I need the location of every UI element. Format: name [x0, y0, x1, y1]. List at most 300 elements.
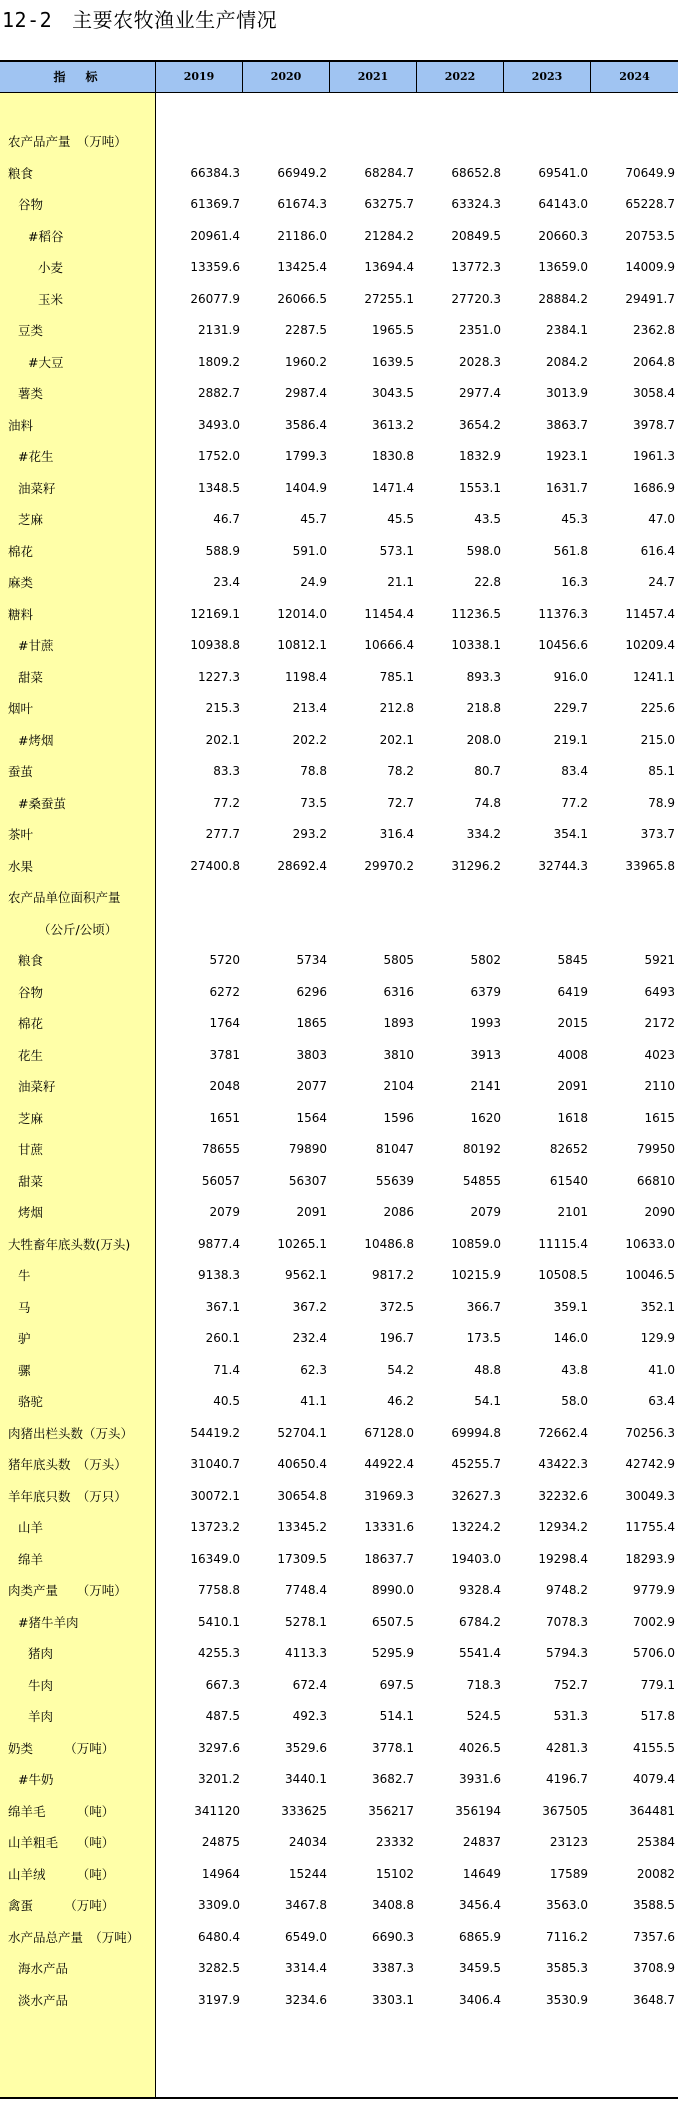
- cell-2024: 70256.3: [625, 1425, 675, 1440]
- cell-2024: 85.1: [648, 764, 675, 778]
- cell-2020: 21186.0: [277, 228, 327, 243]
- cell-2019: 83.3: [213, 764, 240, 778]
- row-label: 蚕茧: [8, 764, 34, 779]
- cell-2021: 55639: [375, 1173, 414, 1188]
- table-row: [0, 1103, 678, 1135]
- cell-2020: 1799.3: [285, 449, 327, 463]
- cell-2019: 23.4: [213, 575, 240, 589]
- cell-2023: 229.7: [553, 701, 588, 715]
- cell-2024: 11755.4: [625, 1520, 675, 1534]
- cell-2021: 31969.3: [364, 1488, 414, 1503]
- cell-2021: 3613.2: [372, 417, 414, 432]
- table-row: [0, 1229, 678, 1261]
- table-row: [0, 725, 678, 757]
- table-row: [0, 158, 678, 190]
- cell-2022: 3456.4: [459, 1898, 501, 1912]
- cell-2021: 356217: [368, 1803, 414, 1818]
- row-label: 奶类 （万吨）: [8, 1740, 115, 1756]
- cell-2023: 43422.3: [538, 1457, 588, 1471]
- table-row: [0, 914, 678, 946]
- cell-2023: 28884.2: [538, 291, 588, 306]
- cell-2022: 2028.3: [459, 354, 501, 369]
- cell-2021: 8990.0: [372, 1583, 414, 1597]
- cell-2020: 293.2: [292, 827, 327, 841]
- table-row: [0, 1008, 678, 1040]
- cell-2020: 62.3: [300, 1362, 327, 1377]
- cell-2021: 3303.1: [372, 1992, 414, 2007]
- cell-2021: 29970.2: [364, 858, 414, 873]
- cell-2022: 3406.4: [459, 1992, 501, 2007]
- cell-2019: 3201.2: [198, 1772, 240, 1786]
- cell-2020: 12014.0: [277, 606, 327, 621]
- cell-2021: 1471.4: [372, 480, 414, 495]
- cell-2020: 24034: [288, 1835, 327, 1849]
- data-table: [0, 60, 678, 2099]
- cell-2021: 212.8: [379, 701, 414, 715]
- cell-2021: 6690.3: [372, 1929, 414, 1944]
- cell-2021: 27255.1: [364, 291, 414, 306]
- cell-2022: 74.8: [474, 795, 501, 810]
- cell-2023: 7078.3: [546, 1614, 588, 1629]
- table-row: [0, 221, 678, 253]
- cell-2022: 22.8: [474, 575, 501, 589]
- row-label: 甜菜: [18, 669, 44, 685]
- row-label: 淡水产品: [18, 1992, 69, 2008]
- cell-2024: 352.1: [640, 1299, 675, 1314]
- cell-2020: 78.8: [300, 764, 327, 778]
- cell-2022: 9328.4: [459, 1583, 501, 1597]
- cell-2024: 2064.8: [633, 354, 675, 369]
- cell-2021: 2086: [383, 1205, 414, 1219]
- cell-2023: 2015: [557, 1016, 588, 1030]
- cell-2019: 2048: [209, 1079, 240, 1093]
- cell-2023: 61540: [549, 1173, 588, 1188]
- cell-2020: 333625: [281, 1803, 327, 1818]
- cell-2024: 5706.0: [633, 1646, 675, 1660]
- table-row: [0, 1449, 678, 1481]
- cell-2023: 32744.3: [538, 858, 588, 873]
- cell-2019: 3197.9: [198, 1992, 240, 2007]
- table-row: [0, 1418, 678, 1450]
- cell-2021: 3810: [383, 1047, 414, 1062]
- cell-2019: 78655: [201, 1142, 240, 1156]
- cell-2020: 9562.1: [285, 1268, 327, 1282]
- row-label: 棉花: [18, 1016, 44, 1031]
- cell-2021: 81047: [375, 1142, 414, 1156]
- cell-2019: 5720: [209, 953, 240, 967]
- cell-2023: 2384.1: [546, 323, 588, 337]
- cell-2021: 18637.7: [364, 1551, 414, 1566]
- cell-2022: 10215.9: [451, 1268, 501, 1282]
- cell-2023: 64143.0: [538, 197, 588, 211]
- cell-2019: 4255.3: [198, 1646, 240, 1660]
- table-row: [0, 1071, 678, 1103]
- cell-2023: 43.8: [561, 1362, 588, 1377]
- table-row: [0, 1386, 678, 1418]
- cell-2019: 14964: [201, 1866, 240, 1881]
- table-row: [0, 882, 678, 914]
- cell-2022: 6379: [470, 984, 501, 999]
- cell-2022: 1993: [470, 1016, 501, 1030]
- cell-2024: 42742.9: [625, 1457, 675, 1471]
- cell-2019: 1764: [209, 1016, 240, 1030]
- table-row: [0, 819, 678, 851]
- row-label: 牛肉: [28, 1677, 54, 1693]
- cell-2020: 61674.3: [277, 197, 327, 211]
- cell-2019: 5410.1: [198, 1614, 240, 1629]
- cell-2020: 24.9: [300, 575, 327, 589]
- cell-2023: 17589: [549, 1866, 588, 1881]
- table-row: [0, 1040, 678, 1072]
- cell-2021: 68284.7: [364, 165, 414, 180]
- cell-2024: 66810: [636, 1173, 675, 1188]
- table-row: [0, 1701, 678, 1733]
- row-label: 骆驼: [18, 1394, 44, 1409]
- cell-2024: 29491.7: [625, 291, 675, 306]
- cell-2021: 1830.8: [372, 449, 414, 463]
- cell-2022: 63324.3: [451, 197, 501, 211]
- cell-2024: 517.8: [640, 1709, 675, 1723]
- cell-2020: 3586.4: [285, 417, 327, 432]
- table-row: [0, 504, 678, 536]
- cell-2021: 72.7: [387, 795, 414, 810]
- cell-2022: 80.7: [474, 764, 501, 778]
- table-row: [0, 1607, 678, 1639]
- row-label: 猪肉: [28, 1646, 54, 1661]
- cell-2024: 63.4: [648, 1394, 675, 1408]
- cell-2021: 13331.6: [364, 1520, 414, 1534]
- cell-2024: 4155.5: [633, 1740, 675, 1755]
- cell-2022: 524.5: [466, 1709, 501, 1723]
- cell-2020: 367.2: [292, 1299, 327, 1314]
- row-label: #猪牛羊肉: [18, 1614, 79, 1630]
- cell-2021: 54.2: [387, 1362, 414, 1377]
- row-label: 烟叶: [8, 701, 34, 716]
- cell-2021: 23332: [375, 1835, 414, 1849]
- cell-2022: 13772.3: [451, 260, 501, 274]
- table-row: [0, 977, 678, 1009]
- cell-2019: 54419.2: [190, 1425, 240, 1440]
- cell-2024: 5921: [644, 953, 675, 967]
- cell-2023: 77.2: [561, 795, 588, 810]
- cell-2020: 1960.2: [285, 354, 327, 369]
- cell-2019: 56057: [201, 1173, 240, 1188]
- cell-2020: 1198.4: [285, 669, 327, 684]
- cell-2020: 232.4: [292, 1331, 327, 1345]
- cell-2019: 46.7: [213, 512, 240, 526]
- cell-2019: 27400.8: [190, 858, 240, 873]
- row-label: 麻类: [8, 575, 34, 590]
- table-row: [0, 851, 678, 883]
- cell-2023: 10456.6: [538, 638, 588, 652]
- cell-2024: 3648.7: [633, 1992, 675, 2007]
- table-row: [0, 1575, 678, 1607]
- cell-2024: 10633.0: [625, 1236, 675, 1251]
- cell-2022: 893.3: [466, 669, 501, 684]
- header-year-2020: 2020: [242, 62, 329, 92]
- cell-2022: 31296.2: [451, 858, 501, 873]
- table-row: [0, 347, 678, 379]
- row-label: 山羊绒 （吨）: [8, 1866, 115, 1882]
- cell-2020: 2091: [296, 1205, 327, 1219]
- cell-2021: 63275.7: [364, 197, 414, 211]
- row-label: 驴: [18, 1331, 31, 1346]
- cell-2022: 4026.5: [459, 1740, 501, 1755]
- table-row: [0, 378, 678, 410]
- cell-2020: 3529.6: [285, 1740, 327, 1755]
- cell-2022: 5541.4: [459, 1646, 501, 1660]
- table-row: [0, 1134, 678, 1166]
- cell-2019: 1809.2: [198, 354, 240, 369]
- row-label: 禽蛋 （万吨）: [8, 1898, 115, 1913]
- cell-2022: 218.8: [466, 701, 501, 715]
- table-number: 12-2: [2, 8, 53, 32]
- cell-2022: 334.2: [466, 827, 501, 841]
- cell-2024: 2110: [644, 1079, 675, 1093]
- cell-2020: 1865: [296, 1016, 327, 1030]
- cell-2024: 129.9: [640, 1331, 675, 1345]
- cell-2020: 17309.5: [277, 1551, 327, 1566]
- cell-2019: 40.5: [213, 1394, 240, 1408]
- table-row: [0, 252, 678, 284]
- cell-2020: 40650.4: [277, 1457, 327, 1471]
- cell-2023: 12934.2: [538, 1520, 588, 1534]
- table-row: [0, 788, 678, 820]
- row-label: 谷物: [18, 984, 44, 1000]
- cell-2023: 10508.5: [538, 1268, 588, 1282]
- cell-2020: 13345.2: [277, 1520, 327, 1534]
- cell-2021: 697.5: [379, 1677, 414, 1692]
- cell-2021: 5295.9: [372, 1646, 414, 1660]
- cell-2021: 3408.8: [372, 1898, 414, 1912]
- row-label: 糖料: [8, 606, 34, 622]
- table-row: [0, 1260, 678, 1292]
- cell-2023: 2091: [557, 1079, 588, 1093]
- cell-2022: 10859.0: [451, 1236, 501, 1251]
- table-row: [0, 1323, 678, 1355]
- cell-2021: 6316: [383, 984, 414, 999]
- cell-2020: 3467.8: [285, 1898, 327, 1912]
- row-label: 烤烟: [18, 1205, 44, 1220]
- row-label: #花生: [18, 449, 54, 464]
- cell-2021: 5805: [383, 953, 414, 967]
- cell-2021: 372.5: [379, 1299, 414, 1314]
- cell-2019: 588.9: [205, 543, 240, 558]
- cell-2020: 41.1: [300, 1394, 327, 1408]
- table-row: [0, 1166, 678, 1198]
- cell-2022: 1553.1: [459, 480, 501, 495]
- cell-2023: 1631.7: [546, 480, 588, 495]
- cell-2024: 11457.4: [625, 606, 675, 621]
- cell-2021: 196.7: [379, 1331, 414, 1345]
- cell-2024: 364481: [629, 1803, 675, 1818]
- cell-2023: 5845: [557, 953, 588, 967]
- cell-2023: 4008: [557, 1047, 588, 1062]
- cell-2022: 54855: [462, 1173, 501, 1188]
- cell-2021: 10486.8: [364, 1236, 414, 1251]
- cell-2019: 31040.7: [190, 1457, 240, 1471]
- cell-2023: 916.0: [553, 669, 588, 684]
- cell-2019: 26077.9: [190, 291, 240, 306]
- header-indicator: 指 标: [53, 70, 102, 84]
- cell-2020: 7748.4: [285, 1583, 327, 1597]
- cell-2022: 10338.1: [451, 638, 501, 652]
- cell-2019: 3309.0: [198, 1898, 240, 1912]
- cell-2022: 3913: [470, 1047, 501, 1062]
- cell-2020: 3803: [296, 1047, 327, 1062]
- row-label: 芝麻: [18, 1110, 44, 1126]
- row-label: 牛: [18, 1268, 31, 1283]
- cell-2020: 10265.1: [277, 1236, 327, 1251]
- cell-2022: 3931.6: [459, 1772, 501, 1786]
- table-row: [0, 410, 678, 442]
- row-label: （公斤/公顷）: [38, 921, 118, 937]
- row-label: 花生: [18, 1047, 44, 1063]
- cell-2024: 3058.4: [633, 386, 675, 400]
- row-label: 油料: [8, 417, 34, 433]
- cell-2022: 48.8: [474, 1362, 501, 1377]
- table-row: [0, 945, 678, 977]
- row-label: 薯类: [18, 386, 44, 401]
- cell-2023: 752.7: [553, 1677, 588, 1692]
- cell-2024: 6493: [644, 984, 675, 999]
- cell-2022: 718.3: [466, 1677, 501, 1692]
- cell-2020: 5278.1: [285, 1614, 327, 1629]
- cell-2024: 4023: [644, 1047, 675, 1062]
- cell-2019: 16349.0: [190, 1551, 240, 1566]
- cell-2024: 1686.9: [633, 480, 675, 495]
- row-label: 油菜籽: [18, 1079, 56, 1094]
- cell-2024: 33965.8: [625, 858, 675, 873]
- cell-2024: 215.0: [640, 732, 675, 747]
- cell-2020: 492.3: [292, 1709, 327, 1723]
- cell-2022: 11236.5: [451, 606, 501, 621]
- table-row: [0, 1197, 678, 1229]
- cell-2019: 10938.8: [190, 638, 240, 652]
- cell-2023: 3563.0: [546, 1898, 588, 1912]
- cell-2022: 19403.0: [451, 1551, 501, 1566]
- row-label: 甘蔗: [18, 1142, 44, 1157]
- cell-2019: 7758.8: [198, 1583, 240, 1597]
- cell-2021: 21.1: [387, 575, 414, 589]
- row-label: 肉猪出栏头数（万头）: [8, 1425, 134, 1441]
- cell-2020: 52704.1: [277, 1425, 327, 1440]
- row-label: 农产品产量 （万吨）: [8, 134, 127, 149]
- cell-2021: 3043.5: [372, 386, 414, 400]
- header-year-2019: 2019: [155, 62, 242, 92]
- cell-2020: 45.7: [300, 512, 327, 526]
- table-title: 主要农牧渔业生产情况: [72, 8, 278, 32]
- page-title: [2, 4, 277, 36]
- cell-2019: 9877.4: [198, 1236, 240, 1251]
- cell-2020: 6549.0: [285, 1929, 327, 1944]
- cell-2021: 45.5: [387, 512, 414, 526]
- row-label: 小麦: [38, 260, 64, 275]
- cell-2024: 10046.5: [625, 1268, 675, 1282]
- cell-2019: 77.2: [213, 795, 240, 810]
- cell-2020: 30654.8: [277, 1488, 327, 1503]
- table-header: [0, 62, 678, 93]
- table-row: [0, 1859, 678, 1891]
- row-label: 棉花: [8, 543, 34, 559]
- cell-2021: 67128.0: [364, 1425, 414, 1440]
- cell-2019: 9138.3: [198, 1268, 240, 1282]
- row-label: 玉米: [38, 291, 64, 307]
- cell-2020: 3314.4: [285, 1961, 327, 1975]
- cell-2019: 277.7: [205, 827, 240, 841]
- cell-2023: 354.1: [553, 827, 588, 841]
- table-row: [0, 536, 678, 568]
- cell-2023: 69541.0: [538, 165, 588, 180]
- cell-2022: 54.1: [474, 1394, 501, 1408]
- cell-2023: 5794.3: [546, 1646, 588, 1660]
- cell-2024: 30049.3: [625, 1488, 675, 1503]
- row-label: 大牲畜年底头数(万头): [8, 1236, 131, 1252]
- cell-2019: 30072.1: [190, 1488, 240, 1503]
- cell-2022: 6784.2: [459, 1614, 501, 1629]
- cell-2019: 20961.4: [190, 228, 240, 243]
- cell-2021: 13694.4: [364, 260, 414, 274]
- table-row: [0, 315, 678, 347]
- cell-2023: 2101: [557, 1205, 588, 1219]
- cell-2024: 3708.9: [633, 1961, 675, 1975]
- cell-2023: 1618: [557, 1110, 588, 1125]
- row-label: 海水产品: [18, 1961, 69, 1976]
- row-label: 水果: [8, 858, 34, 874]
- cell-2019: 2079: [209, 1205, 240, 1219]
- row-label: #大豆: [28, 354, 64, 370]
- cell-2020: 6296: [296, 984, 327, 999]
- table-row: [0, 567, 678, 599]
- cell-2021: 46.2: [387, 1394, 414, 1408]
- cell-2021: 1596: [383, 1110, 414, 1125]
- table-row: [0, 1544, 678, 1576]
- row-label: 水产品总产量 （万吨）: [8, 1929, 140, 1945]
- cell-2022: 32627.3: [451, 1488, 501, 1503]
- cell-2024: 3588.5: [633, 1898, 675, 1912]
- cell-2024: 779.1: [640, 1677, 675, 1692]
- cell-2021: 15102: [375, 1866, 414, 1881]
- cell-2024: 25384: [636, 1835, 675, 1849]
- table-row: [0, 1796, 678, 1828]
- row-label: 猪年底头数 （万头）: [8, 1457, 127, 1472]
- cell-2021: 3387.3: [372, 1961, 414, 1975]
- table-row: [0, 473, 678, 505]
- row-label: 农产品单位面积产量: [8, 890, 121, 905]
- row-label: 羊年底只数 （万只）: [8, 1488, 127, 1504]
- cell-2021: 3778.1: [372, 1740, 414, 1755]
- cell-2023: 531.3: [553, 1709, 588, 1723]
- cell-2019: 61369.7: [190, 197, 240, 211]
- row-label: 羊肉: [28, 1709, 54, 1724]
- cell-2024: 14009.9: [625, 260, 675, 274]
- row-label: 油菜籽: [18, 480, 56, 496]
- cell-2022: 173.5: [466, 1331, 501, 1345]
- table-row: [0, 1890, 678, 1922]
- cell-2020: 4113.3: [285, 1646, 327, 1660]
- cell-2020: 5734: [296, 953, 327, 967]
- row-label: #牛奶: [18, 1772, 54, 1787]
- cell-2020: 213.4: [292, 701, 327, 715]
- cell-2020: 66949.2: [277, 165, 327, 180]
- cell-2020: 26066.5: [277, 291, 327, 306]
- row-label: 芝麻: [18, 512, 44, 527]
- cell-2022: 2141: [470, 1079, 501, 1093]
- cell-2019: 1227.3: [198, 669, 240, 684]
- cell-2020: 2287.5: [285, 323, 327, 337]
- cell-2022: 5802: [470, 953, 501, 967]
- cell-2019: 24875: [201, 1835, 240, 1849]
